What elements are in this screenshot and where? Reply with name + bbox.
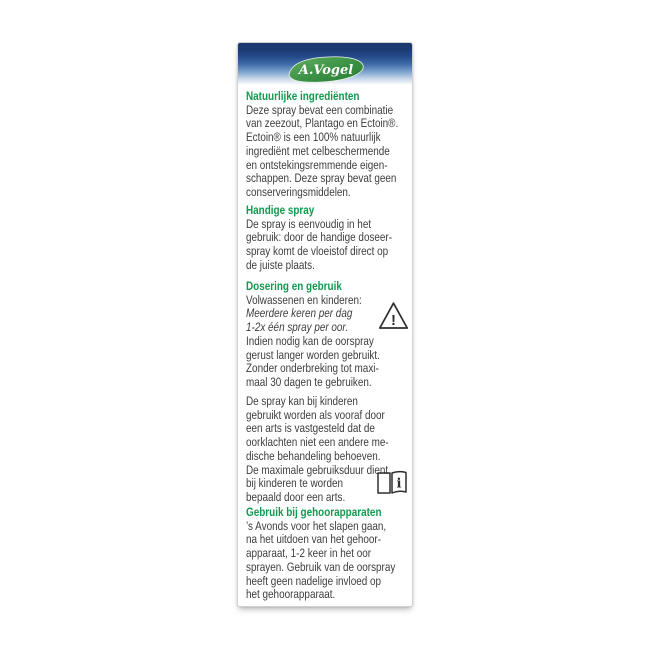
section-heading: Natuurlijke ingrediënten — [246, 89, 360, 103]
body-line: De spray is eenvoudig in het — [246, 216, 372, 231]
body-line: Ectoin® is een 100% natuurlijk — [246, 130, 381, 145]
body-line: na het uitdoen van het gehoor- — [246, 532, 382, 547]
dosage-line-italic: Meerdere keren per dag — [246, 306, 353, 321]
body-line: oorklachten niet een andere me- — [246, 435, 389, 450]
body-line: bij kinderen te worden — [246, 476, 343, 491]
body-line: Deze spray bevat een combinatie — [246, 102, 394, 117]
section-gebruik-bij-gehoorapparaten — [246, 506, 406, 602]
body-line: De maximale gebruiksduur dient — [246, 462, 389, 477]
body-line: Zonder onderbreking tot maxi- — [246, 361, 379, 376]
body-line: De spray kan bij kinderen — [246, 394, 358, 408]
dosage-line-italic: 1-2x één spray per oor. — [246, 320, 349, 335]
warning-exclamation-glyph: ! — [391, 312, 396, 329]
body-line: Volwassenen en kinderen: — [246, 292, 362, 307]
body-line: conserveringsmiddelen. — [246, 184, 351, 199]
body-line: en ontstekingsremmende eigen- — [246, 157, 388, 172]
body-line: Indien nodig kan de oorspray — [246, 333, 374, 348]
body-line: heeft geen nadelige invloed op — [246, 573, 382, 588]
section-natuurlijke-ingredienten — [246, 90, 406, 200]
section-handige-spray — [246, 204, 406, 273]
consult-leaflet-icon — [375, 469, 409, 502]
body-line: maal 30 dagen te gebruiken. — [246, 374, 372, 389]
body-line: de juiste plaats. — [246, 257, 315, 272]
product-box-back-panel — [237, 42, 413, 607]
body-line: gerust langer worden gebruikt. — [246, 347, 380, 362]
logo-text: A.Vogel — [298, 63, 354, 78]
body-line: apparaat, 1-2 keer in het oor — [246, 546, 372, 561]
body-line: gebruik: door de handige doseer- — [246, 230, 393, 245]
section-heading: Dosering en gebruik — [246, 279, 342, 293]
body-line: spray komt de vloeistof direct op — [246, 244, 389, 259]
body-line: het gehoorapparaat. — [246, 587, 336, 602]
body-line: ’s Avonds voor het slapen gaan, — [246, 518, 387, 533]
body-line: ingrediënt met celbeschermende — [246, 143, 390, 158]
body-line: bepaald door een arts. — [246, 489, 346, 504]
body-line: sprayen. Gebruik van de oorspray — [246, 559, 396, 574]
body-line: een arts is vastgesteld dat de — [246, 421, 375, 436]
leaflet-info-glyph: i — [396, 476, 402, 492]
body-line: schappen. Deze spray bevat geen — [246, 171, 397, 186]
body-line: gebruikt worden als vooraf door — [246, 407, 385, 422]
brand-band — [238, 43, 412, 85]
body-line: van zeezout, Plantago en Ectoin®. — [246, 116, 399, 131]
avogel-logo — [287, 55, 365, 83]
warning-triangle-icon — [377, 300, 410, 336]
section-heading: Handige spray — [246, 203, 315, 217]
body-line: dische behandeling behoeven. — [246, 448, 381, 463]
section-heading: Gebruik bij gehoorapparaten — [246, 505, 382, 519]
